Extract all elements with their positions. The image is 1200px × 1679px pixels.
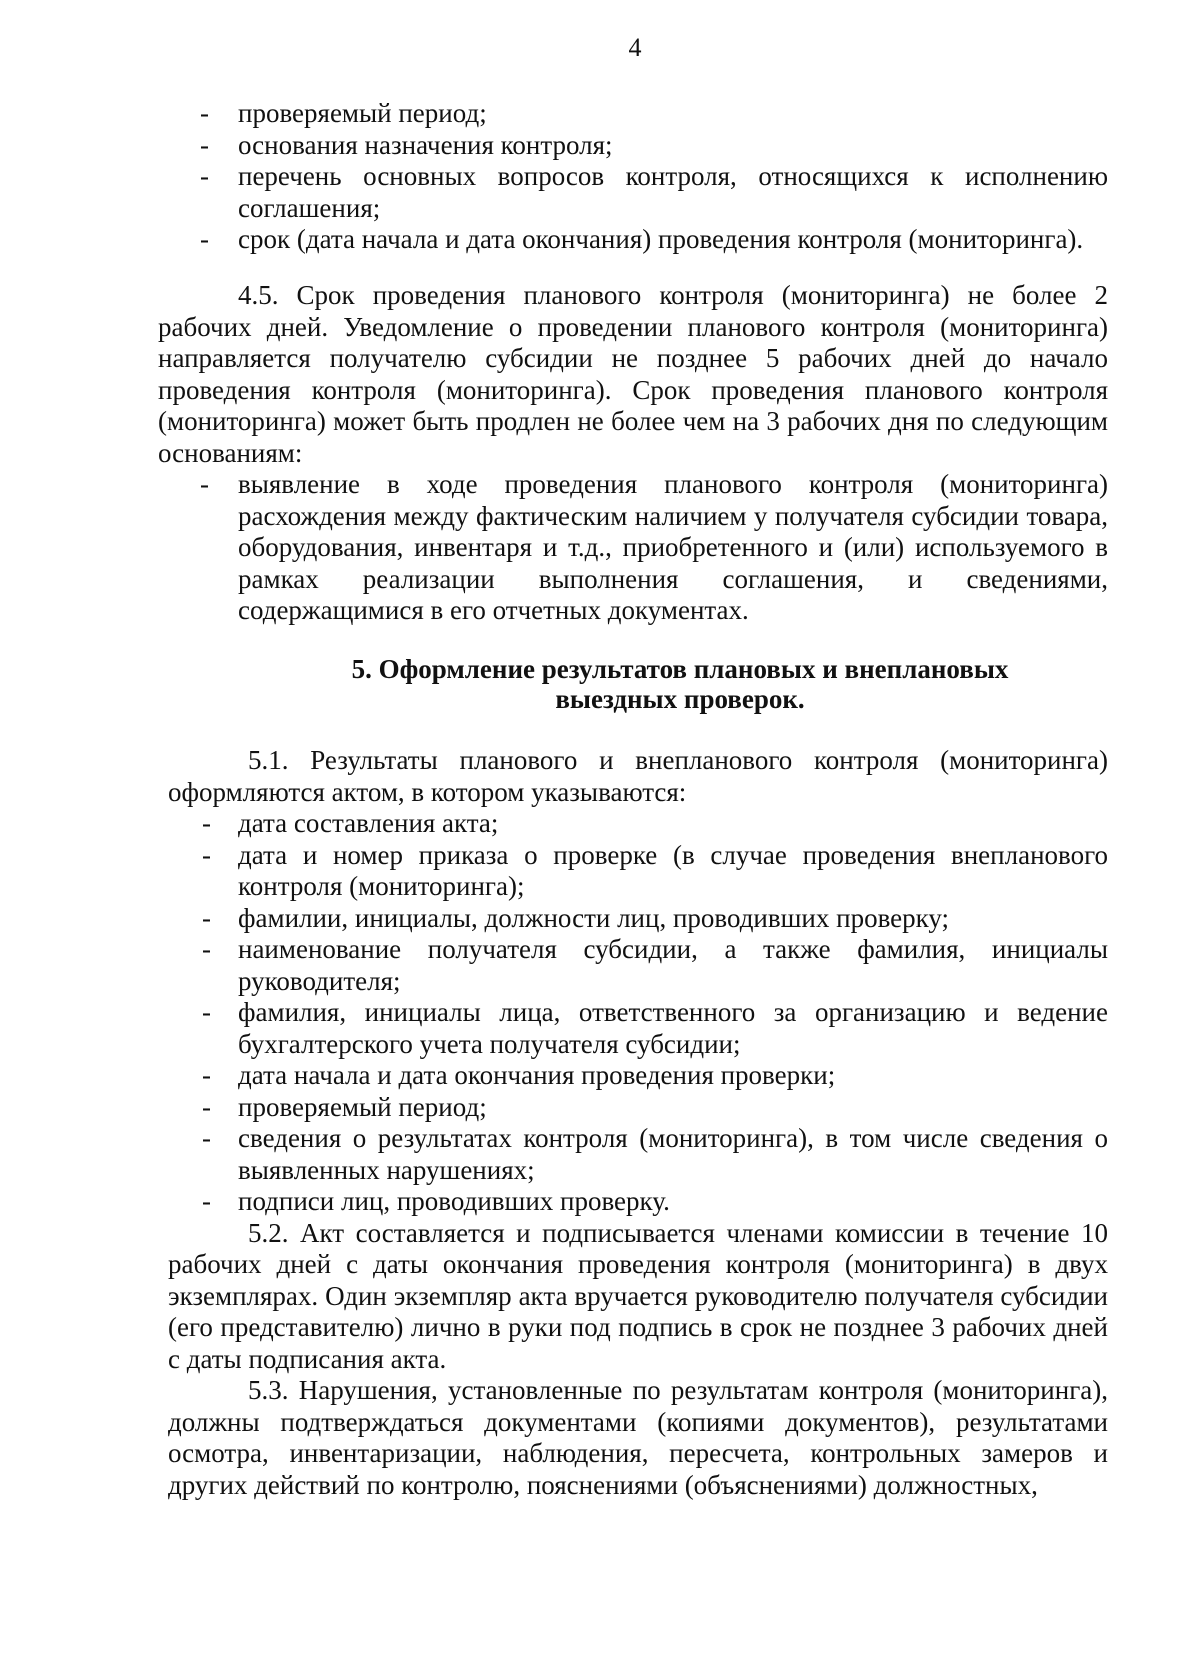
list-item-text: основания назначения контроля; (238, 129, 613, 160)
list-dash: - (202, 1060, 211, 1090)
list-item (158, 469, 1108, 627)
list-dash: - (202, 934, 211, 964)
list-item-text: выявление в ходе проведения планового контроля (мониторинга) расхождения между фактическим наличием у получателя субсидии товара, оборудования, инвентаря и т.д., приобретенного и (или) используемого в рамках реализации выполнения соглашения, и сведениями, содержащимися в его отчетных документах. (238, 469, 1108, 625)
list-item-text: дата и номер приказа о проверке (в случае проведения внепланового контроля (мониторинга); (238, 839, 1108, 901)
list-item (158, 161, 1108, 224)
list-item (158, 130, 1108, 162)
extension-grounds-list (158, 469, 1108, 627)
list-item-text: срок (дата начала и дата окончания) проведения контроля (мониторинга). (238, 224, 1084, 254)
list-item-text: проверяемый период; (238, 1091, 487, 1122)
list-item-text: фамилии, инициалы, должности лиц, проводивших проверку; (238, 902, 950, 933)
paragraph-5-1: 5.1. Результаты планового и внепланового контроля (мониторинга) оформляются актом, в котором указываются: (168, 745, 1108, 807)
list-dash: - (202, 902, 211, 933)
list-dash: - (200, 469, 209, 499)
list-dash: - (200, 161, 209, 191)
section-5-heading (240, 654, 1120, 714)
list-item-text: проверяемый период; (238, 98, 487, 128)
paragraph-4-5: 4.5. Срок проведения планового контроля (мониторинга) не более 2 рабочих дней. Уведомление о проведении планового контроля (мониторинга) направляется получателю субсидии не позднее 5 рабочих дней до начало проведения контроля (мониторинга). Срок проведения планового контроля (мониторинга) может быть продлен не более чем на 3 рабочих дня по следующим основаниям: (158, 280, 1108, 468)
list-item (168, 1060, 1108, 1092)
list-item (168, 1186, 1108, 1218)
list-item-text: подписи лиц, проводивших проверку. (238, 1186, 670, 1216)
list-dash: - (200, 224, 209, 254)
inspection-notice-list (158, 98, 1108, 256)
list-item (158, 224, 1108, 256)
list-item-text: дата начала и дата окончания проведения проверки; (238, 1060, 836, 1090)
list-dash: - (202, 1186, 211, 1216)
section-5-heading-line2: выездных проверок. (555, 684, 805, 714)
section-5-body (168, 745, 1108, 1501)
list-item-text: сведения о результатах контроля (мониторинга), в том числе сведения о выявленных нарушениях; (238, 1123, 1108, 1185)
list-item (168, 934, 1108, 997)
list-item-text: дата составления акта; (238, 808, 499, 838)
list-dash: - (202, 1123, 211, 1153)
list-item (168, 840, 1108, 903)
list-item (168, 1092, 1108, 1124)
list-dash: - (200, 98, 209, 128)
paragraph-5-3: 5.3. Нарушения, установленные по результатам контроля (мониторинга), должны подтверждаться документами (копиями документов), результатами осмотра, инвентаризации, наблюдения, пересчета, контрольных замеров и других действий по контролю, пояснениями (объяснениями) должностных, (168, 1375, 1108, 1500)
list-dash: - (202, 839, 211, 870)
list-dash: - (202, 997, 211, 1027)
list-item (168, 997, 1108, 1060)
section-5-heading-line1: 5. Оформление результатов плановых и внеплановых (351, 654, 1009, 684)
list-item-text: перечень основных вопросов контроля, относящихся к исполнению соглашения; (238, 161, 1108, 223)
act-contents-list (168, 808, 1108, 1218)
list-item-text: фамилия, инициалы лица, ответственного за организацию и ведение бухгалтерского учета получателя субсидии; (238, 997, 1108, 1059)
list-dash: - (202, 808, 211, 838)
list-dash: - (200, 129, 209, 160)
list-item-text: наименование получателя субсидии, а также фамилия, инициалы руководителя; (238, 934, 1108, 996)
list-item (168, 903, 1108, 935)
list-item (158, 98, 1108, 130)
clause-4-5 (158, 280, 1108, 627)
list-item (168, 1123, 1108, 1186)
list-dash: - (202, 1091, 211, 1122)
paragraph-5-2: 5.2. Акт составляется и подписывается членами комиссии в течение 10 рабочих дней с даты окончания проведения контроля (мониторинга) в двух экземплярах. Один экземпляр акта вручается руководителю получателя субсидии (его представителю) лично в руки под подпись в срок не позднее 3 рабочих дней с даты подписания акта. (168, 1217, 1108, 1374)
list-item (168, 808, 1108, 840)
page-number: 4 (628, 33, 642, 62)
